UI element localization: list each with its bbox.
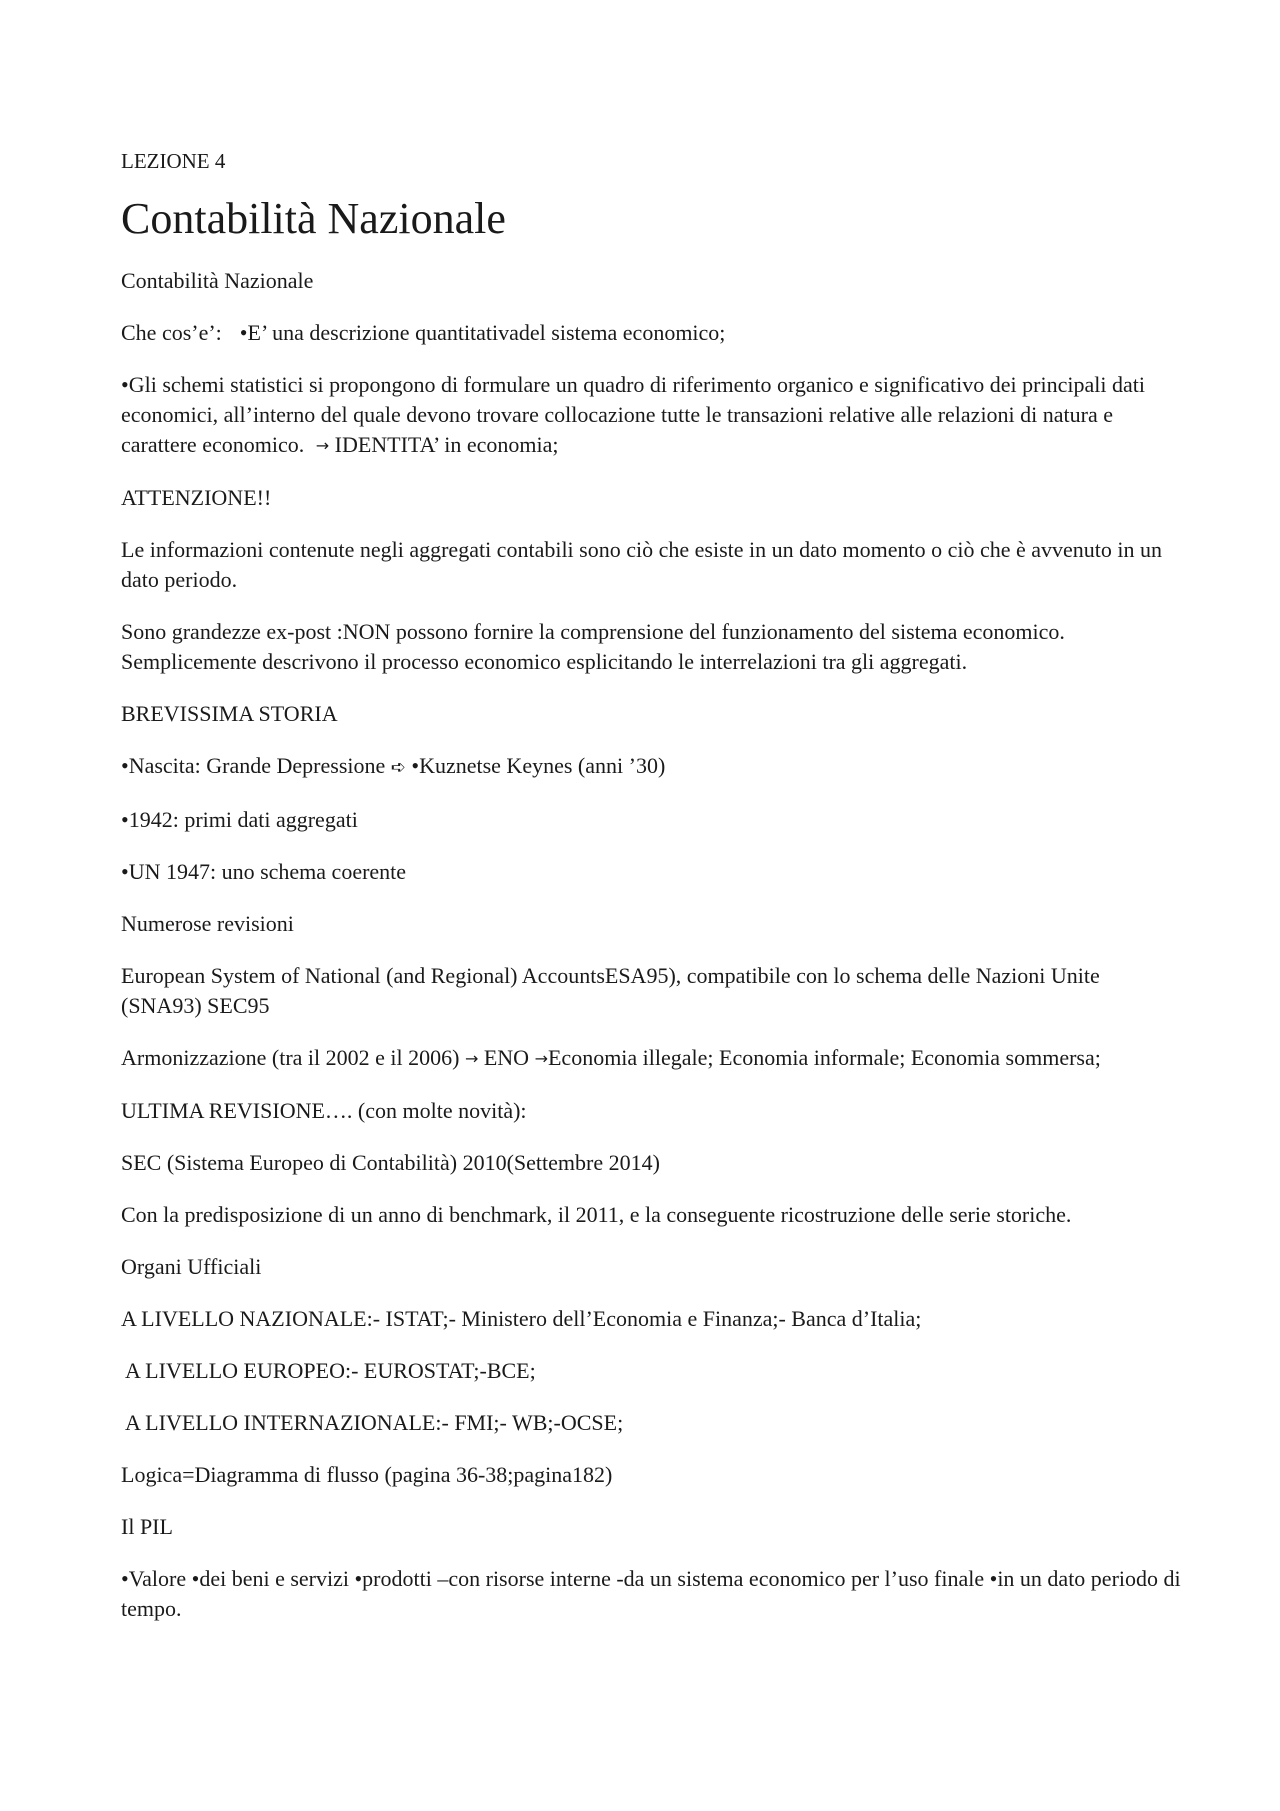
- schemes-identity: IDENTITA’ in economia;: [334, 432, 559, 457]
- definition-label: Che cos’e’:: [121, 320, 222, 345]
- harmonization-text: Armonizzazione (tra il 2002 e il 2006): [121, 1045, 460, 1070]
- paragraph-international-level: A LIVELLO INTERNAZIONALE:- FMI;- WB;-OCSE;: [125, 1410, 624, 1435]
- paragraph-1942: •1942: primi dati aggregati: [121, 807, 358, 832]
- paragraph-esa95: European System of National (and Regional) AccountsESA95), compatibile con lo schema delle Nazioni Unite (SNA93) SEC95: [121, 963, 1100, 1018]
- heading-pil: Il PIL: [121, 1514, 173, 1539]
- heading-brief-history: BREVISSIMA STORIA: [121, 701, 338, 726]
- birth-authors: •Kuznetse Keynes (anni ’30): [411, 753, 666, 778]
- paragraph-national-level: A LIVELLO NAZIONALE:- ISTAT;- Ministero dell’Economia e Finanza;- Banca d’Italia;: [121, 1306, 922, 1331]
- right-arrow-icon: →: [534, 1049, 548, 1068]
- heading-official-bodies: Organi Ufficiali: [121, 1254, 262, 1279]
- right-arrow-icon: →: [464, 1049, 479, 1068]
- paragraph-european-level: A LIVELLO EUROPEO:- EUROSTAT;-BCE;: [125, 1358, 536, 1383]
- paragraph-last-revision: ULTIMA REVISIONE…. (con molte novità):: [121, 1098, 527, 1123]
- harmonization-eno: ENO: [483, 1045, 530, 1070]
- paragraph-information: Le informazioni contenute negli aggregati contabili sono ciò che esiste in un dato momento o ciò che è avvenuto in un dato periodo.: [121, 537, 1163, 592]
- hollow-arrow-icon: ➪: [390, 757, 406, 778]
- paragraph-schemes: [121, 370, 1181, 461]
- paragraph-birth: [121, 751, 1181, 783]
- paragraph-sec2010: SEC (Sistema Europeo di Contabilità) 2010(Settembre 2014): [121, 1150, 660, 1175]
- paragraph-harmonization: [121, 1043, 1181, 1074]
- paragraph-attention: ATTENZIONE!!: [121, 485, 272, 510]
- birth-text: •Nascita: Grande Depressione: [121, 753, 386, 778]
- paragraph-logic: Logica=Diagramma di flusso (pagina 36-38;pagina182): [121, 1462, 613, 1487]
- paragraph-definition: [121, 318, 1181, 348]
- page-title: Contabilità Nazionale: [121, 194, 506, 243]
- lesson-label: LEZIONE 4: [121, 149, 226, 173]
- paragraph-benchmark: Con la predisposizione di un anno di benchmark, il 2011, e la conseguente ricostruzione delle serie storiche.: [121, 1202, 1072, 1227]
- definition-text: •E’ una descrizione quantitativadel sistema economico;: [239, 320, 726, 345]
- paragraph-pil-definition: •Valore •dei beni e servizi •prodotti –con risorse interne -da un sistema economico per l’uso finale •in un dato periodo di tempo.: [121, 1566, 1181, 1621]
- document-page: [121, 146, 1181, 1646]
- paragraph-subtitle: Contabilità Nazionale: [121, 268, 314, 293]
- right-arrow-icon: →: [315, 436, 330, 455]
- paragraph-revisions: Numerose revisioni: [121, 911, 294, 936]
- harmonization-economies: Economia illegale; Economia informale; Economia sommersa;: [547, 1045, 1101, 1070]
- schemes-text: •Gli schemi statistici si propongono di formulare un quadro di riferimento organico e significativo dei principali dati economici, all’interno del quale devono trovare collocazione tutte le transazioni relative alle relazioni di natura e carattere economico.: [121, 372, 1145, 457]
- paragraph-un-1947: •UN 1947: uno schema coerente: [121, 859, 407, 884]
- paragraph-expost: Sono grandezze ex-post :NON possono fornire la comprensione del funzionamento del sistema economico. Semplicemente descrivono il processo economico esplicitando le interrelazioni tra gli aggregati.: [121, 619, 1065, 674]
